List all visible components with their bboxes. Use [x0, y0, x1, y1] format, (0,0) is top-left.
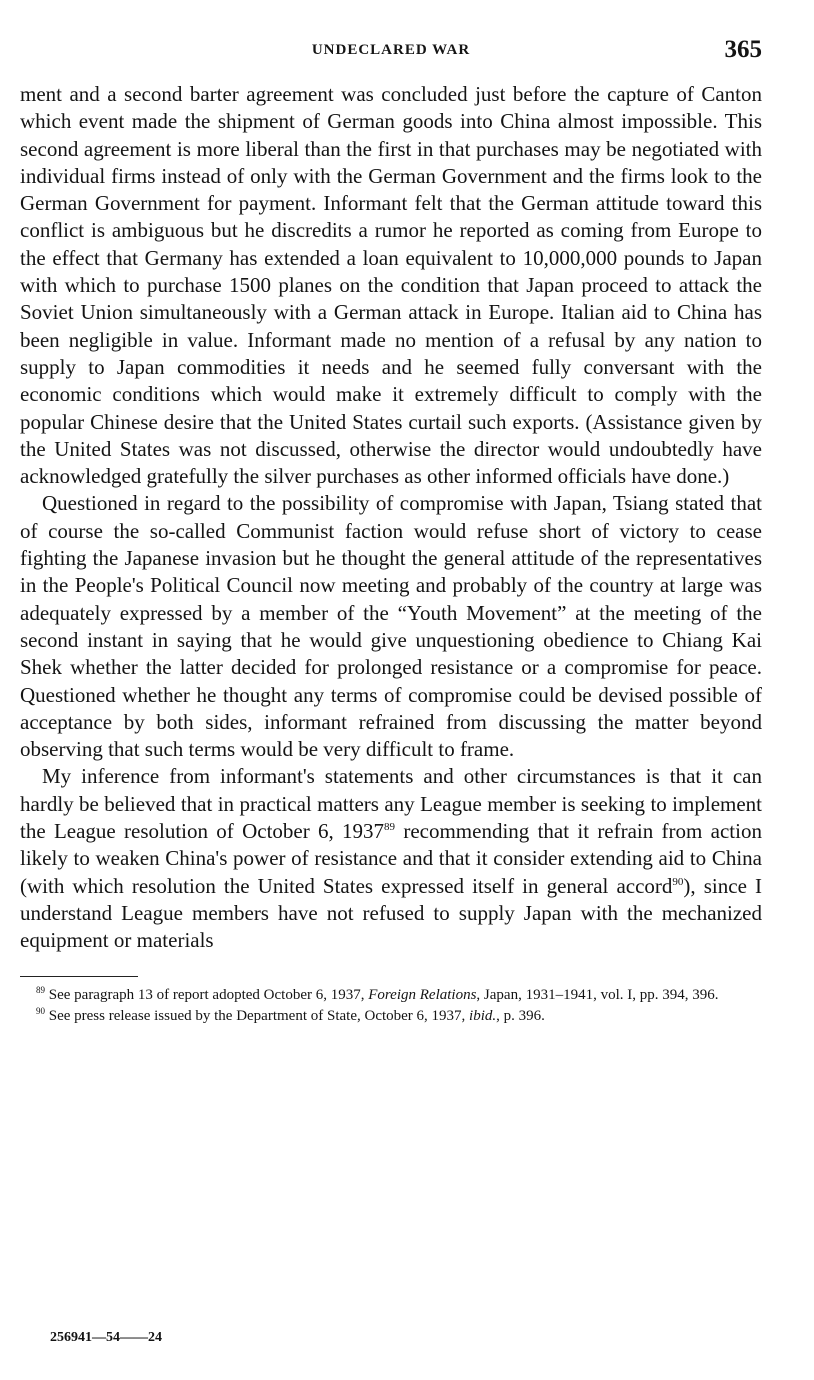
footnote-90-italic: ibid. [469, 1007, 497, 1024]
paragraph-inference [20, 763, 762, 954]
footnote-89-text-b: , Japan, 1931–1941, vol. I, pp. 394, 396. [476, 986, 719, 1003]
running-head [20, 36, 762, 72]
footnote-90-text-b: , p. 396. [496, 1007, 545, 1024]
paragraph-inference-text-a: My inference from informant's statements and other circumstances is that it can hardly be believed that in practical matters any League member is seeking to implement the League resolution of October 6, 1937 [20, 764, 762, 844]
running-title: UNDECLARED WAR [311, 42, 471, 58]
page-number: 365 [724, 36, 762, 63]
paragraph-inference-text-b: recommending that it refrain from action likely to weaken China's power of resistance and that it consider extending aid to China (with which resolution the United States expressed itself in general accord [20, 819, 762, 898]
footnote-89 [20, 984, 762, 1004]
footnote-ref-89: 89 [384, 821, 396, 834]
footnote-89-italic: Foreign Relations [368, 986, 477, 1003]
footnote-90-text-a: See press release issued by the Department of State, October 6, 1937, [48, 1007, 470, 1024]
footnotes [20, 984, 762, 1025]
document-page [20, 36, 762, 1029]
printer-code: 256941—54——24 [50, 1330, 162, 1345]
paragraph-inference-text-c: ), since I understand League members have not refused to supply Japan with the mechanized equipment or materials [20, 873, 762, 953]
paragraph-compromise: Questioned in regard to the possibility of compromise with Japan, Tsiang stated that of course the so-called Communist faction would refuse short of victory to cease fighting the Japanese invasion but he thought the general attitude of the representatives in the People's Political Council now meeting and probably of the country at large was adequately expressed by a member of the “Youth Movement” at the meeting of the second instant in saying that he would give unquestioning obedience to Chiang Kai Shek whether the latter decided for prolonged resistance or a compromise for peace. Questioned whether he thought any terms of compromise could be devised possible of acceptance by both sides, informant refrained from discussing the matter beyond observing that such terms would be very difficult to frame. [20, 491, 762, 762]
footnote-89-text-a: See paragraph 13 of report adopted October 6, 1937, [48, 986, 369, 1003]
footnote-ref-90: 90 [672, 875, 684, 888]
footnote-90 [20, 1005, 762, 1025]
footnote-89-number: 89 [36, 984, 45, 995]
body-text [20, 81, 762, 955]
footnote-90-number: 90 [36, 1005, 45, 1016]
footnote-divider [20, 976, 138, 977]
paragraph-continued: ment and a second barter agreement was concluded just before the capture of Canton which event made the shipment of German goods into China almost impossible. This second agreement is more liberal than the first in that purchases may be negotiated with individual firms instead of only with the German Government and the firms look to the German Government for payment. Informant felt that the German attitude toward this conflict is ambiguous but he discredits a rumor he reported as coming from Europe to the effect that Germany has extended a loan equivalent to 10,000,000 pounds to Japan with which to purchase 1500 planes on the condition that Japan proceed to attack the Soviet Union simultaneously with a German attack in Europe. Italian aid to China has been negligible in value. Informant made no mention of a refusal by any nation to supply to Japan commodities it needs and he seemed fully conversant with the economic conditions which would make it extremely difficult to comply with the popular Chinese desire that the United States curtail such exports. (Assistance given by the United States was not discussed, otherwise the director would undoubtedly have acknowledged gratefully the silver purchases as other informed officials have done.) [20, 82, 762, 489]
